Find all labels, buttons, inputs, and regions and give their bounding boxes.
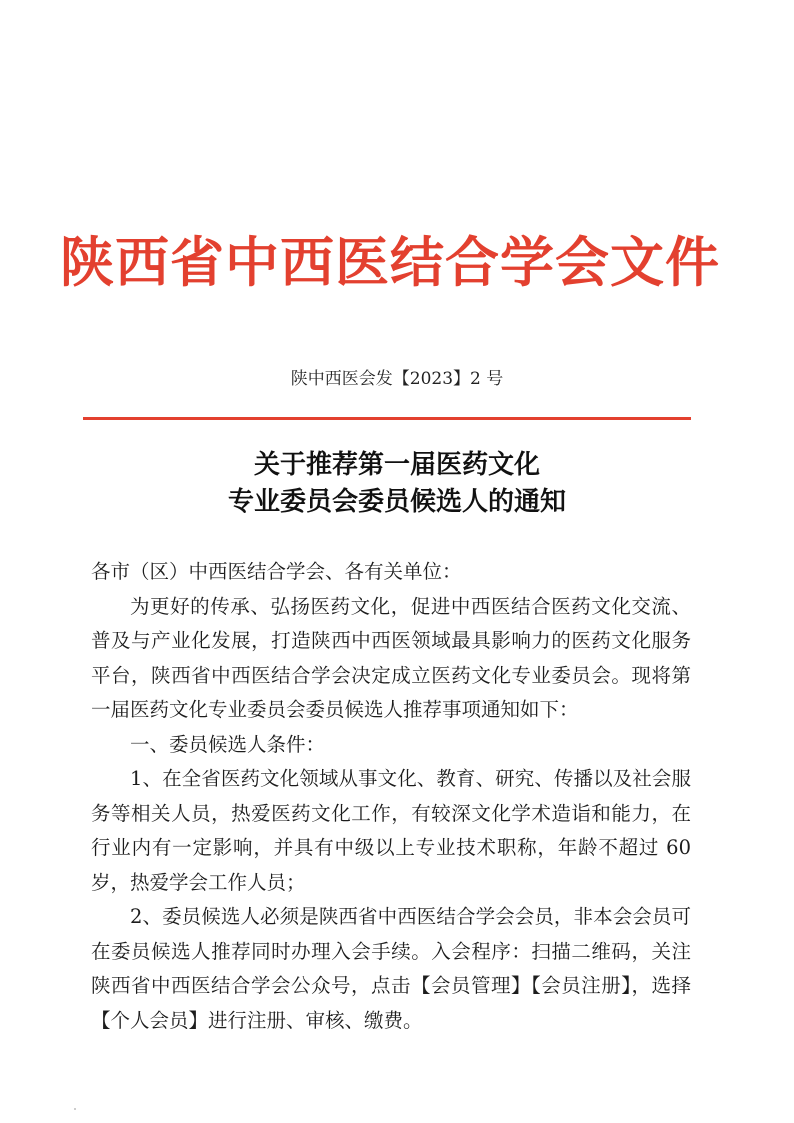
red-separator-line [83,417,691,420]
notice-title-line-2: 专业委员会委员候选人的通知 [227,487,566,517]
notice-title [0,447,794,521]
document-number: 陕中西医会发【2023】2 号 [290,369,504,389]
scan-dot-mark [74,1108,76,1110]
paragraph-condition-2: 2、委员候选人必须是陕西省中西医结合学会会员，非本会会员可在委员候选人推荐同时办理入会手续。入会程序：扫描二维码，关注陕西省中西医结合学会公众号，点击【会员管理】【会员注册】，选择【个人会员】进行注册、审核、缴费。 [91,905,691,1032]
paragraph-intro: 为更好的传承、弘扬医药文化，促进中西医结合医药文化交流、普及与产业化发展，打造陕西中西医领域最具影响力的医药文化服务平台，陕西省中西医结合学会决定成立医药文化专业委员会。现将第一届医药文化专业委员会委员候选人推荐事项通知如下： [91,594,691,721]
notice-title-line-1: 关于推荐第一届医药文化 [253,450,540,480]
section-heading-candidate-conditions: 一、委员候选人条件： [130,732,326,756]
notice-body [91,555,691,1038]
masthead-title: 陕西省中西医结合学会文件 [60,230,720,294]
salutation: 各市（区）中西医结合学会、各有关单位： [91,560,462,583]
paragraph-condition-1: 1、在全省医药文化领域从事文化、教育、研究、传播以及社会服务等相关人员，热爱医药文化工作，有较深文化学术造诣和能力，在行业内有一定影响，并具有中级以上专业技术职称，年龄不超过 60 岁，热爱学会工作人员； [91,767,691,894]
